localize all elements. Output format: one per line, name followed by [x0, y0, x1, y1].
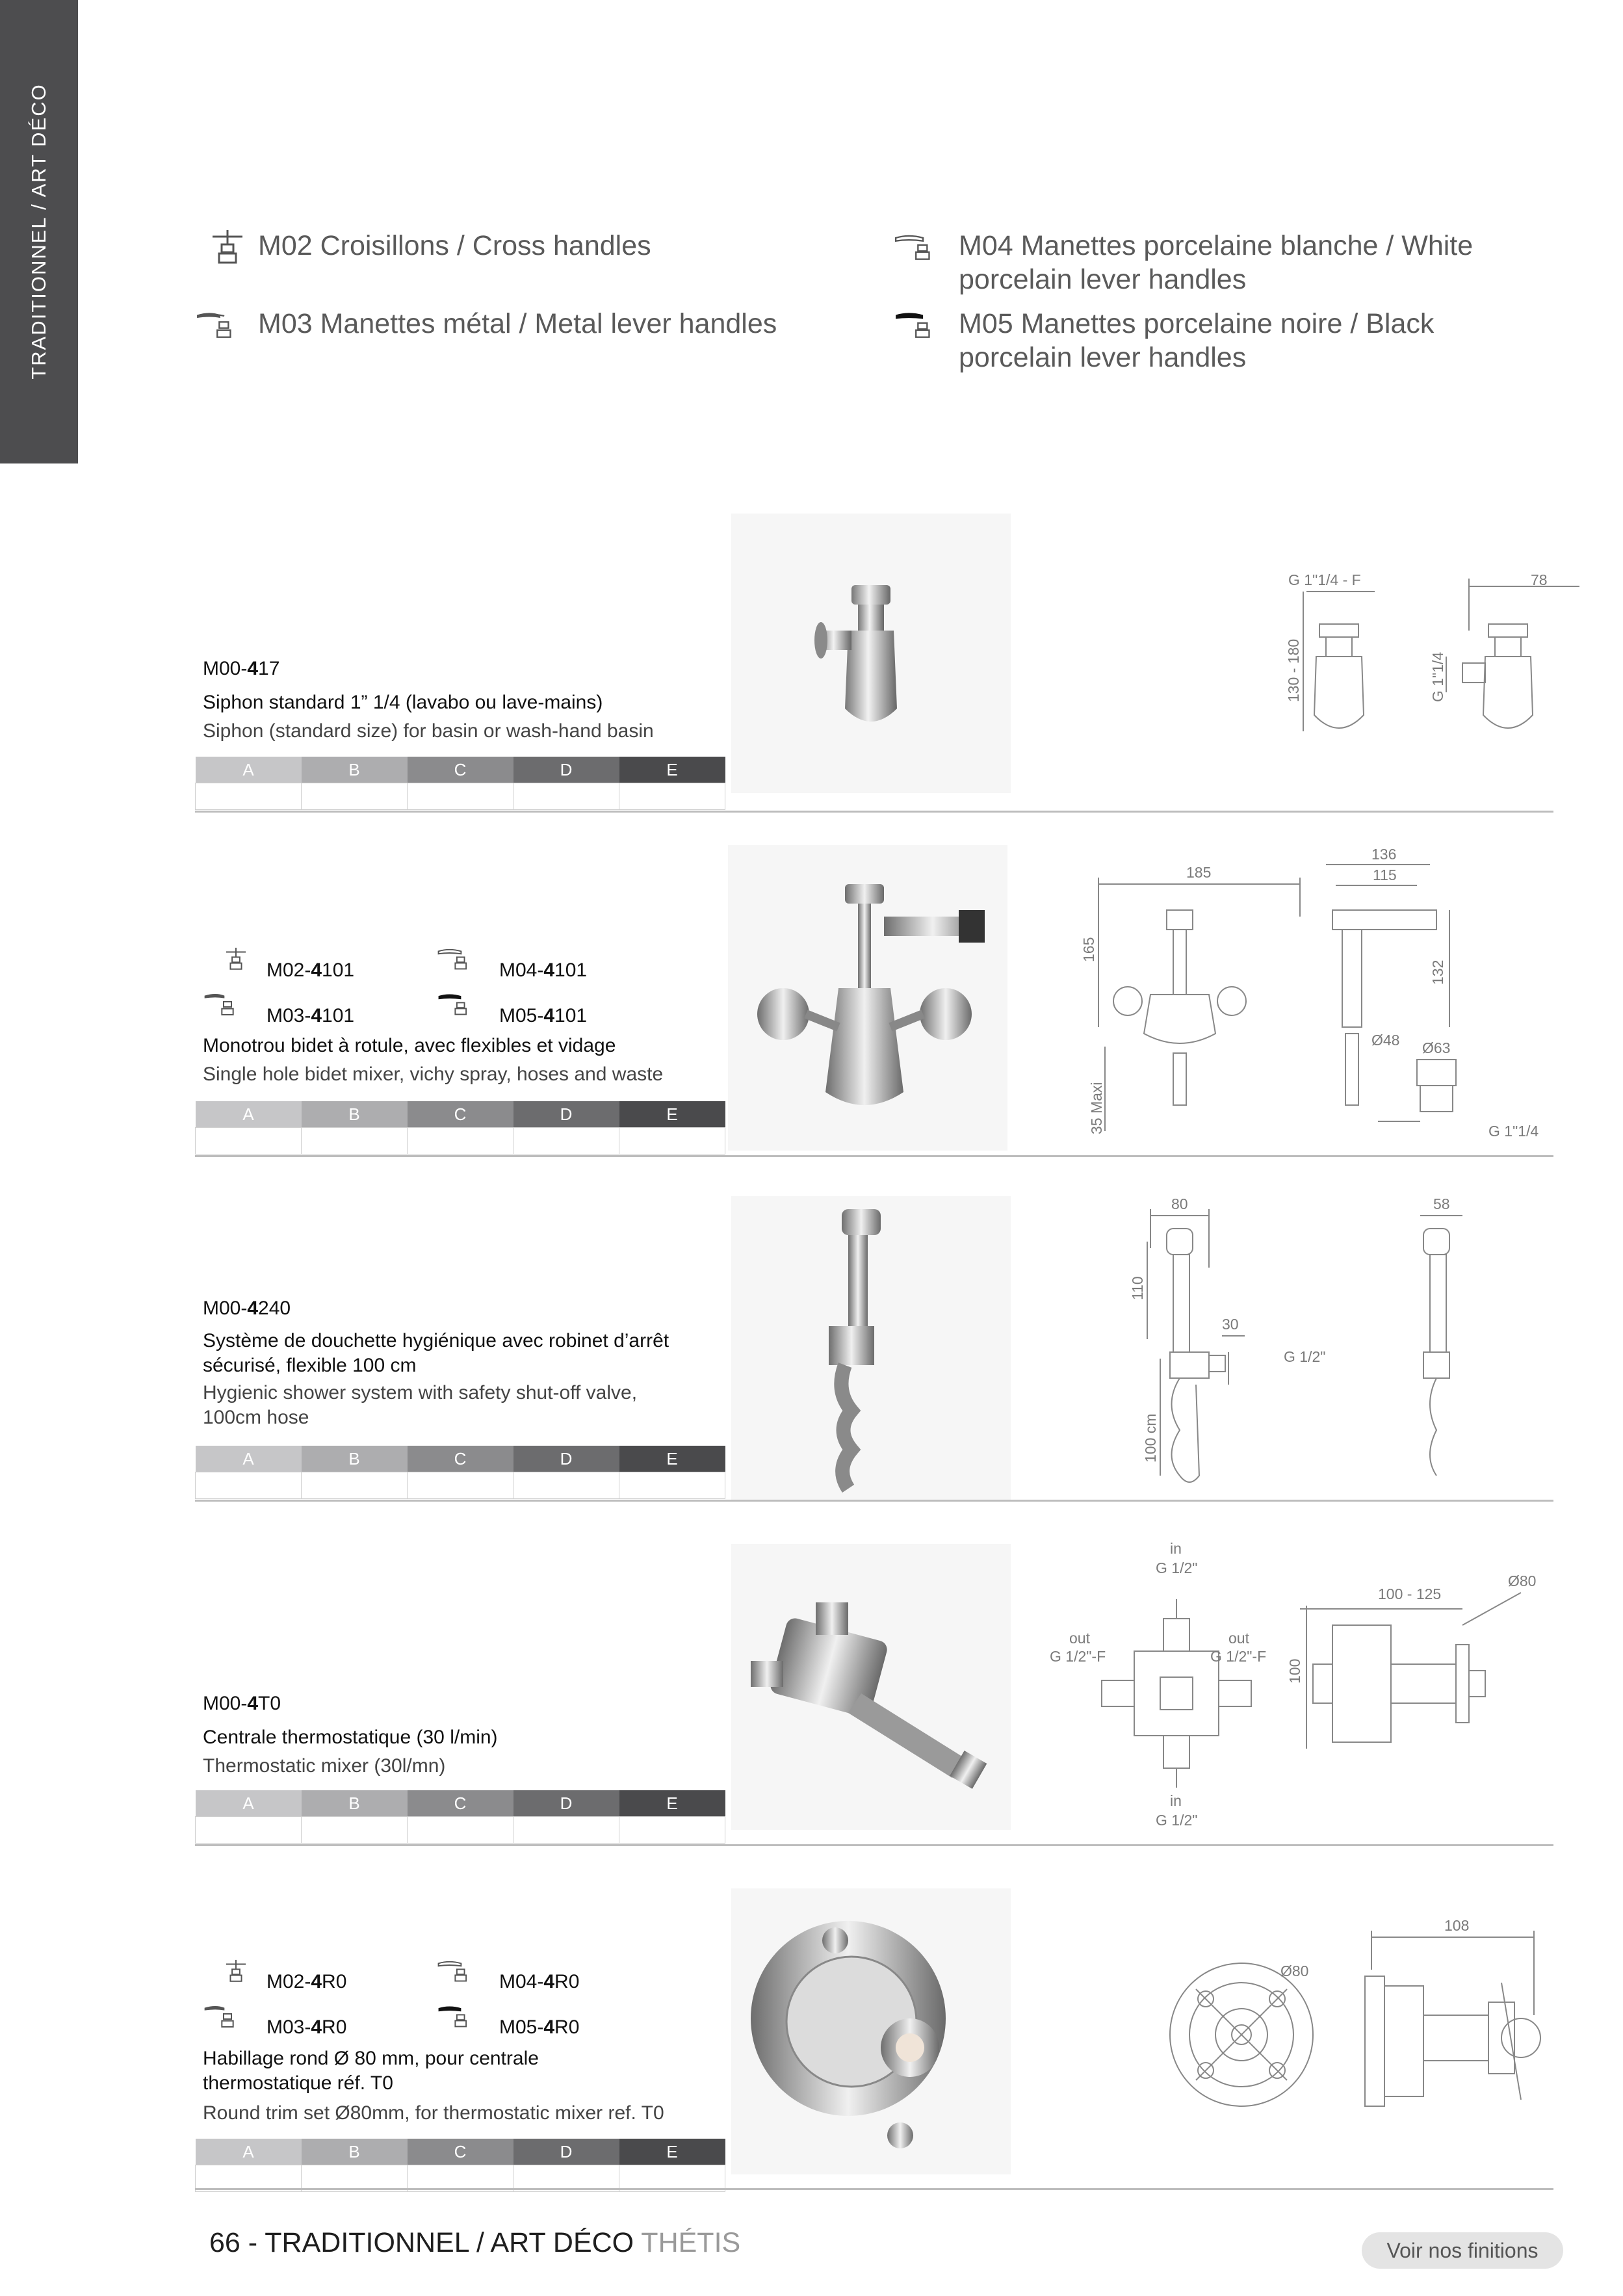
finish-cell	[196, 1472, 302, 1499]
finish-d[interactable]: D	[513, 757, 619, 783]
product-desc-fr: Siphon standard 1” 1/4 (lavabo ou lave-mains)	[203, 692, 603, 713]
finish-cell	[513, 783, 619, 810]
legend-m02: M02 Croisillons / Cross handles	[258, 230, 651, 261]
product-desc-en: Thermostatic mixer (30l/mn)	[203, 1755, 446, 1777]
finish-b[interactable]: B	[302, 2139, 408, 2165]
finish-b[interactable]: B	[302, 1446, 408, 1472]
dim-label: 132	[1429, 959, 1446, 985]
finish-table	[195, 1101, 725, 1155]
product-desc-fr: Monotrou bidet à rotule, avec flexibles et vidage	[203, 1035, 616, 1056]
finish-b[interactable]: B	[302, 757, 408, 783]
finish-c[interactable]: C	[408, 757, 513, 783]
dim-label: Ø80	[1280, 1963, 1309, 1979]
legend-m04-line2: porcelain lever handles	[959, 264, 1247, 295]
product-ref: M00-4T0	[203, 1693, 281, 1714]
product-desc-fr: Centrale thermostatique (30 l/min)	[203, 1727, 498, 1748]
finish-a[interactable]: A	[196, 2139, 302, 2165]
finish-cell	[513, 1128, 619, 1155]
legend-m05-line1: M05 Manettes porcelaine noire / Black	[959, 308, 1435, 339]
dim-label: in	[1170, 1792, 1182, 1809]
finish-cell	[408, 1817, 513, 1844]
dim-label: Ø80	[1508, 1572, 1537, 1589]
product-ref: M00-4240	[203, 1298, 291, 1319]
finish-cell	[408, 1128, 513, 1155]
legend-m04-line1: M04 Manettes porcelaine blanche / White	[959, 230, 1474, 261]
product-desc-en-line1: Hygienic shower system with safety shut-off valve,	[203, 1382, 638, 1403]
finish-cell	[302, 783, 408, 810]
finish-table	[195, 1446, 725, 1499]
dim-label: G 1/2"	[1156, 1812, 1198, 1829]
finish-c[interactable]: C	[408, 1446, 513, 1472]
finish-e[interactable]: E	[619, 1101, 725, 1128]
variant-ref: M04-4101	[499, 959, 588, 981]
finish-a[interactable]: A	[196, 1101, 302, 1128]
dim-label: G 1"1/4 - F	[1288, 571, 1361, 588]
finish-cell	[302, 1472, 408, 1499]
round-trim-set-drawing	[1157, 1911, 1560, 2119]
dim-label: Ø48	[1371, 1032, 1400, 1049]
finish-cell	[302, 1128, 408, 1155]
legend-m05-line2: porcelain lever handles	[959, 342, 1247, 373]
finish-d[interactable]: D	[513, 2139, 619, 2165]
finish-cell	[196, 783, 302, 810]
dim-label: G 1/2"	[1284, 1348, 1326, 1365]
metal-lever-icon	[195, 306, 240, 345]
dim-label: 100	[1286, 1658, 1303, 1684]
variant-ref: M03-4101	[266, 1005, 355, 1026]
bidet-mixer-photo	[728, 845, 1007, 1151]
dim-label: 130 - 180	[1285, 638, 1302, 702]
variant-ref: M05-4R0	[499, 2016, 580, 2038]
finish-b[interactable]: B	[302, 1790, 408, 1817]
dim-label: 115	[1373, 867, 1397, 883]
dim-label: 35 Maxi	[1088, 1082, 1105, 1134]
variant-ref: M02-4R0	[266, 1971, 347, 1992]
finish-table	[195, 2139, 725, 2192]
product-desc-fr-line1: Système de douchette hygiénique avec robinet d’arrêt	[203, 1330, 669, 1351]
finish-d[interactable]: D	[513, 1790, 619, 1817]
thermostatic-mixer-photo	[731, 1544, 1011, 1830]
finish-e[interactable]: E	[619, 1446, 725, 1472]
finish-b[interactable]: B	[302, 1101, 408, 1128]
divider	[195, 1844, 1553, 1846]
finish-e[interactable]: E	[619, 757, 725, 783]
cross-handle-icon	[221, 1958, 251, 1984]
cross-handle-icon	[221, 946, 251, 972]
dim-label: G 1"1/4	[1488, 1123, 1539, 1140]
finish-c[interactable]: C	[408, 2139, 513, 2165]
dim-label: 100 - 125	[1378, 1585, 1442, 1602]
brand-name: THÉTIS	[641, 2227, 741, 2258]
dim-label: 100 cm	[1142, 1413, 1159, 1463]
finish-e[interactable]: E	[619, 1790, 725, 1817]
product-desc-en: Single hole bidet mixer, vichy spray, hoses and waste	[203, 1063, 664, 1085]
black-porcelain-lever-icon	[894, 306, 939, 345]
round-trim-set-photo	[731, 1888, 1011, 2174]
product-ref: M00-417	[203, 658, 280, 679]
dim-label: 108	[1444, 1917, 1470, 1934]
thermostatic-mixer-drawing	[1040, 1534, 1553, 1833]
dim-label: Ø63	[1422, 1039, 1451, 1056]
metal-lever-icon	[203, 991, 242, 1017]
finish-cell	[619, 1817, 725, 1844]
side-tab	[0, 0, 78, 463]
finish-cell	[619, 1472, 725, 1499]
finish-a[interactable]: A	[196, 1790, 302, 1817]
white-porcelain-lever-icon	[437, 1958, 474, 1984]
finish-a[interactable]: A	[196, 1446, 302, 1472]
page-number-title: 66 - TRADITIONNEL / ART DÉCO	[209, 2227, 642, 2258]
product-desc-fr-line2: sécurisé, flexible 100 cm	[203, 1355, 417, 1376]
finish-cell	[408, 1472, 513, 1499]
black-porcelain-lever-icon	[437, 2003, 474, 2029]
dim-label: 110	[1129, 1276, 1146, 1300]
dim-label: 185	[1186, 864, 1212, 881]
finish-cell	[196, 1128, 302, 1155]
divider	[195, 1500, 1553, 1502]
dim-label: G 1/2"-F	[1210, 1648, 1267, 1665]
variant-ref: M02-4101	[266, 959, 355, 981]
dim-label: 165	[1080, 937, 1097, 962]
finish-cell	[619, 1128, 725, 1155]
metal-lever-icon	[203, 2003, 242, 2029]
product-desc-fr-line1: Habillage rond Ø 80 mm, pour centrale	[203, 2048, 539, 2069]
dim-label: in	[1170, 1540, 1182, 1557]
divider	[195, 811, 1553, 813]
variant-ref: M03-4R0	[266, 2016, 347, 2038]
dim-label: out	[1228, 1630, 1249, 1647]
dim-label: 30	[1222, 1316, 1239, 1333]
white-porcelain-lever-icon	[894, 228, 939, 267]
hygienic-shower-photo	[731, 1196, 1011, 1502]
siphon-photo	[731, 514, 1011, 793]
finish-c[interactable]: C	[408, 1101, 513, 1128]
finish-cell	[513, 1817, 619, 1844]
finish-e[interactable]: E	[619, 2139, 725, 2165]
finish-d[interactable]: D	[513, 1446, 619, 1472]
black-porcelain-lever-icon	[437, 991, 474, 1017]
dim-label: G 1"1/4	[1429, 651, 1446, 702]
divider	[195, 1155, 1553, 1157]
product-desc-en: Siphon (standard size) for basin or wash-hand basin	[203, 720, 654, 742]
dim-label: 78	[1531, 571, 1548, 588]
dim-label: 80	[1171, 1195, 1188, 1212]
siphon-drawing	[1254, 566, 1579, 748]
dim-label: G 1/2"-F	[1050, 1648, 1106, 1665]
variant-ref: M05-4101	[499, 1005, 588, 1026]
finish-cell	[619, 783, 725, 810]
legend-m03: M03 Manettes métal / Metal lever handles	[258, 308, 777, 339]
finish-cell	[302, 1817, 408, 1844]
finish-table	[195, 757, 725, 810]
white-porcelain-lever-icon	[437, 946, 474, 972]
hygienic-shower-drawing	[1111, 1190, 1501, 1502]
finish-cell	[196, 1817, 302, 1844]
divider	[195, 2188, 1553, 2190]
finish-a[interactable]: A	[196, 757, 302, 783]
finish-d[interactable]: D	[513, 1101, 619, 1128]
dim-label: out	[1069, 1630, 1090, 1647]
product-desc-en-line2: 100cm hose	[203, 1407, 309, 1428]
finish-c[interactable]: C	[408, 1790, 513, 1817]
cross-handle-icon	[205, 228, 250, 267]
finish-table	[195, 1790, 725, 1844]
side-tab-label: TRADITIONNEL / ART DÉCO	[27, 83, 50, 380]
page-footer	[209, 2227, 740, 2259]
product-desc-fr-line2: thermostatique réf. T0	[203, 2072, 393, 2094]
finish-cell	[513, 1472, 619, 1499]
product-desc-en: Round trim set Ø80mm, for thermostatic mixer ref. T0	[203, 2102, 664, 2124]
dim-label: G 1/2"	[1156, 1559, 1198, 1576]
see-finishes-button[interactable]: Voir nos finitions	[1362, 2232, 1563, 2269]
finish-cell	[408, 783, 513, 810]
dim-label: 136	[1371, 846, 1397, 863]
dim-label: 58	[1433, 1195, 1450, 1212]
variant-ref: M04-4R0	[499, 1971, 580, 1992]
bidet-mixer-drawing	[1066, 839, 1560, 1144]
